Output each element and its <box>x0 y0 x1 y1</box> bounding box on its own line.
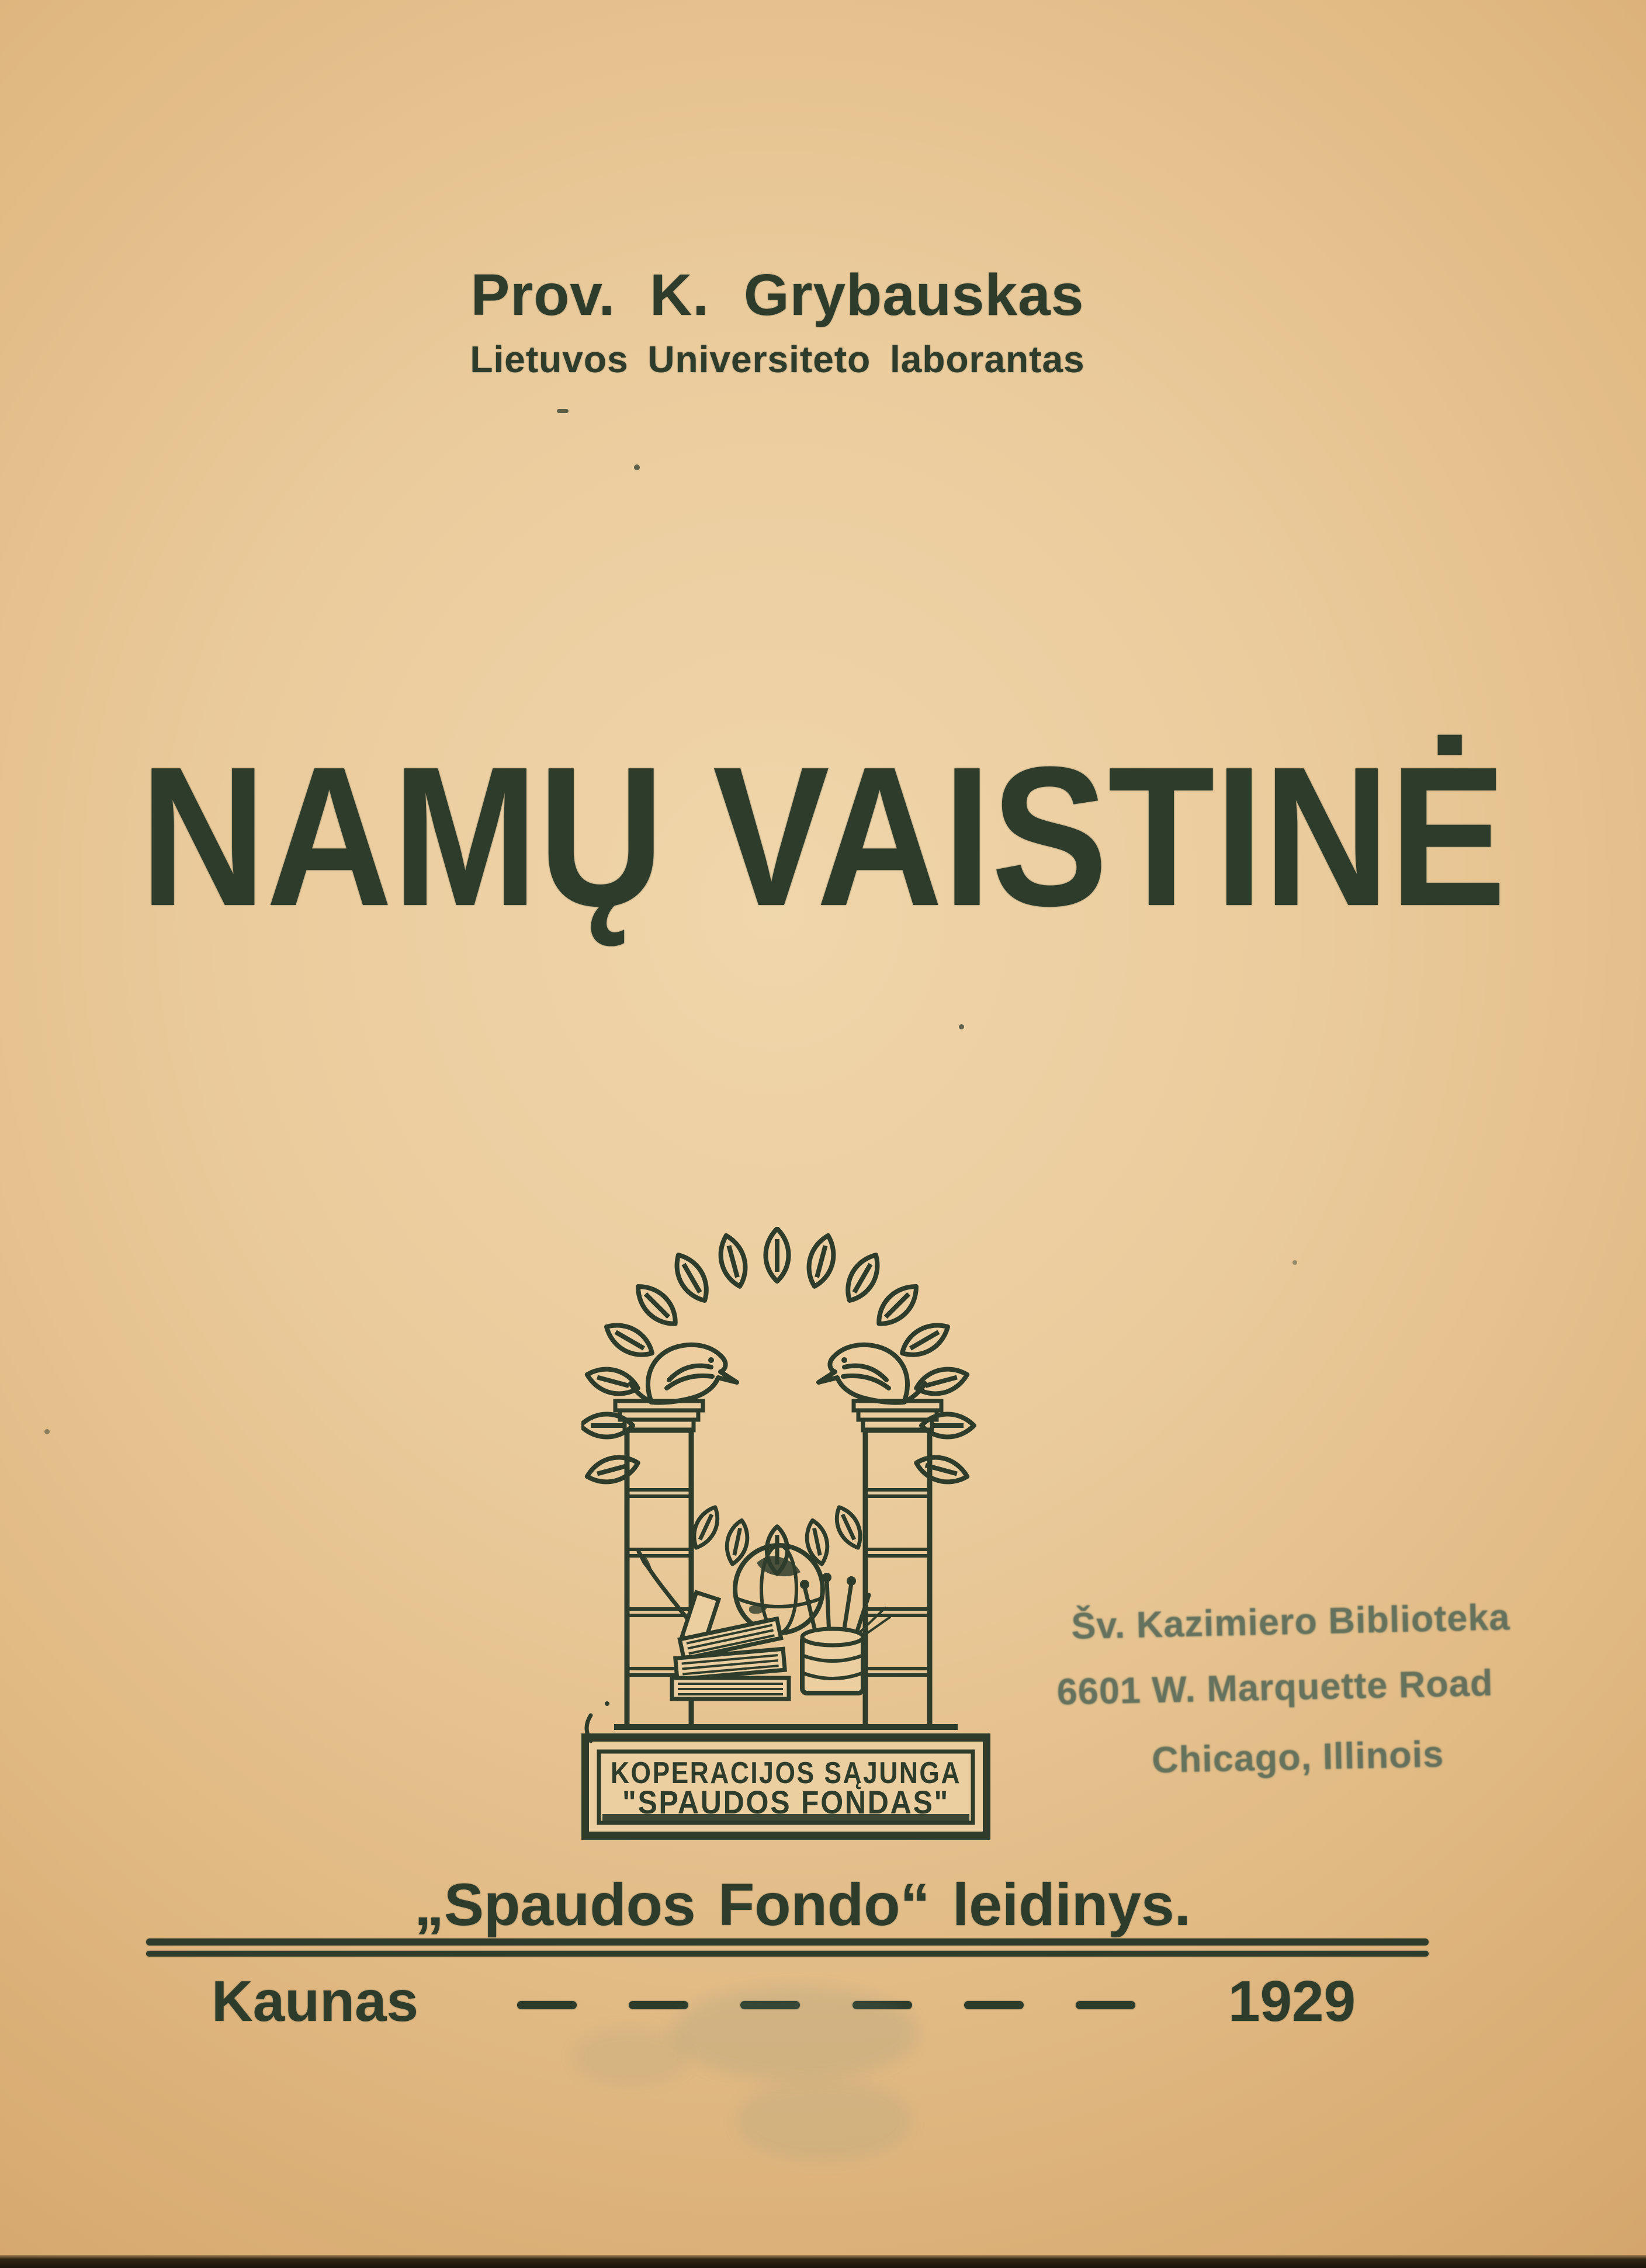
column-capitals <box>615 1401 941 1430</box>
dash <box>517 2001 577 2009</box>
banner-plaque <box>585 1738 987 1836</box>
book-title-text: NAMŲ VAISTINĖ <box>140 726 1506 948</box>
dash <box>629 2001 688 2009</box>
author-affiliation: Lietuvos Universiteto laborantas <box>470 338 1085 380</box>
laurel-arch-icon <box>581 1229 974 1487</box>
books-icon <box>672 1593 789 1699</box>
edition-line: „Spaudos Fondo“ leidinys. <box>414 1871 1191 1938</box>
page-title <box>0 726 1646 948</box>
paper-speck <box>557 409 569 413</box>
paper-speck <box>44 1429 50 1434</box>
banner-line2: "SPAUDOS FONDAS" <box>622 1784 950 1820</box>
show-through-smudge <box>573 2027 689 2086</box>
author-name: Prov. K. Grybauskas <box>470 262 1084 328</box>
imprint-year: 1929 <box>1228 1968 1356 2033</box>
stamp-library-name: Šv. Kazimiero Biblioteka <box>1070 1597 1511 1648</box>
library-stamp <box>991 1536 1604 1800</box>
double-rule <box>146 1938 1429 1957</box>
show-through-smudge <box>672 1986 917 2080</box>
printer-mark-icon <box>581 1227 990 1852</box>
stamp-address: 6601 W. Marquette Road <box>1056 1662 1494 1713</box>
rule-line-top <box>146 1938 1429 1946</box>
imprint-city: Kaunas <box>212 1968 419 2033</box>
dash <box>964 2001 1024 2009</box>
paper-speck <box>959 1024 964 1029</box>
column-right <box>865 1430 930 1727</box>
scan-edge-strip <box>0 2255 1646 2268</box>
show-through-smudge <box>736 2080 912 2162</box>
dash <box>1076 2001 1135 2009</box>
paper-speck <box>634 464 640 470</box>
banner-line1: KOPERACIJOS SĄJUNGA <box>611 1756 961 1790</box>
rule-line-bottom <box>146 1951 1429 1957</box>
publisher-emblem-icon <box>581 1227 990 1852</box>
paper-speck <box>1292 1260 1297 1265</box>
stamp-city: Chicago, Illinois <box>1151 1733 1444 1781</box>
